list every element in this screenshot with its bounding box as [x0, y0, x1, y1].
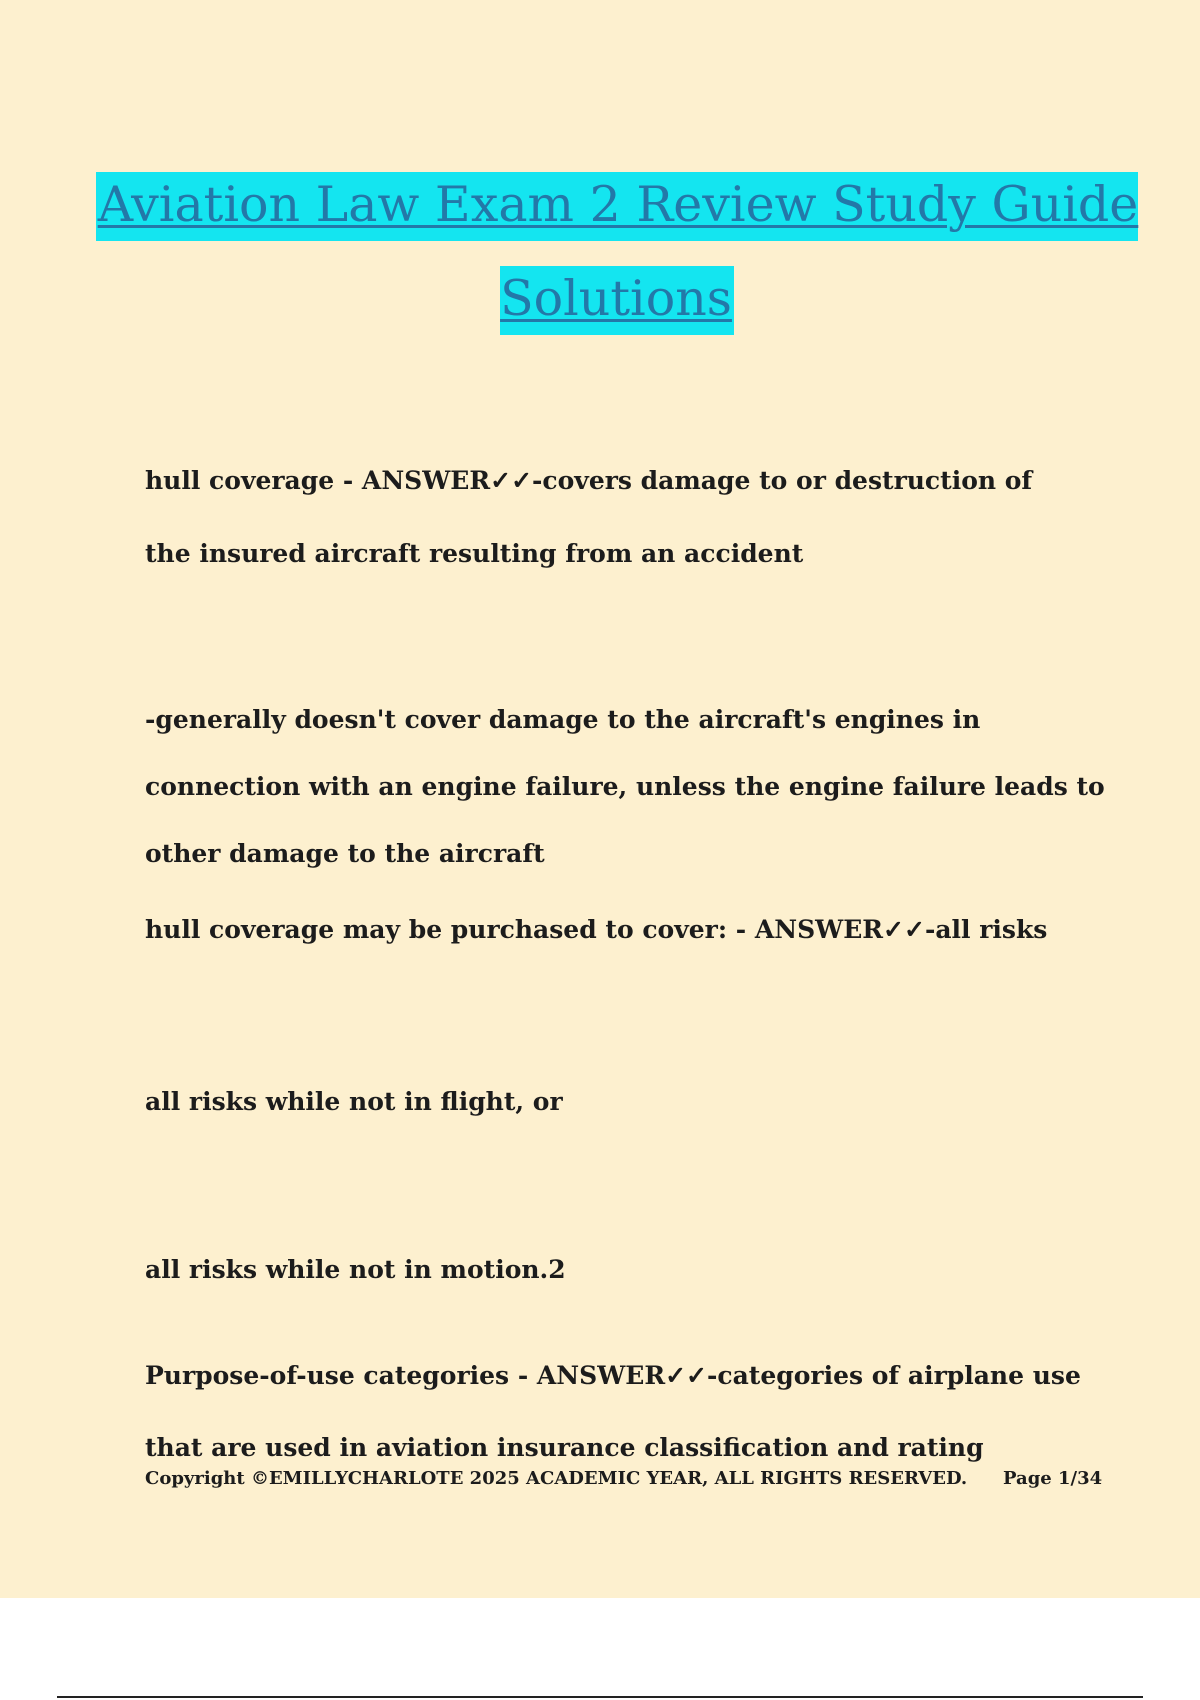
bottom-divider	[57, 1696, 1143, 1698]
option-not-in-motion: all risks while not in motion.2	[145, 1255, 566, 1284]
footer-copyright: Copyright ©EMILLYCHARLOTE 2025 ACADEMIC YEAR, ALL RIGHTS RESERVED.	[145, 1468, 968, 1489]
note-engine-failure: -generally doesn't cover damage to the aircraft's engines in connection with an engine failure, unless the engine failure leads to other damage to the aircraft	[145, 705, 1105, 868]
page-number: Page 1/34	[1003, 1468, 1103, 1489]
answer-purpose-of-use: Purpose-of-use categories - ANSWER✓✓-categories of airplane use that are used in aviation insurance classification and rating	[145, 1361, 1081, 1462]
document-title	[0, 158, 1200, 346]
option-not-in-flight: all risks while not in flight, or	[145, 1087, 563, 1116]
title-highlight: Aviation Law Exam 2 Review Study Guide Solutions	[96, 172, 1139, 335]
answer-hull-coverage: hull coverage - ANSWER✓✓-covers damage to or destruction of the insured aircraft resulting from an accident	[145, 466, 1033, 568]
answer-hull-purchase: hull coverage may be purchased to cover: - ANSWER✓✓-all risks	[145, 915, 1048, 944]
